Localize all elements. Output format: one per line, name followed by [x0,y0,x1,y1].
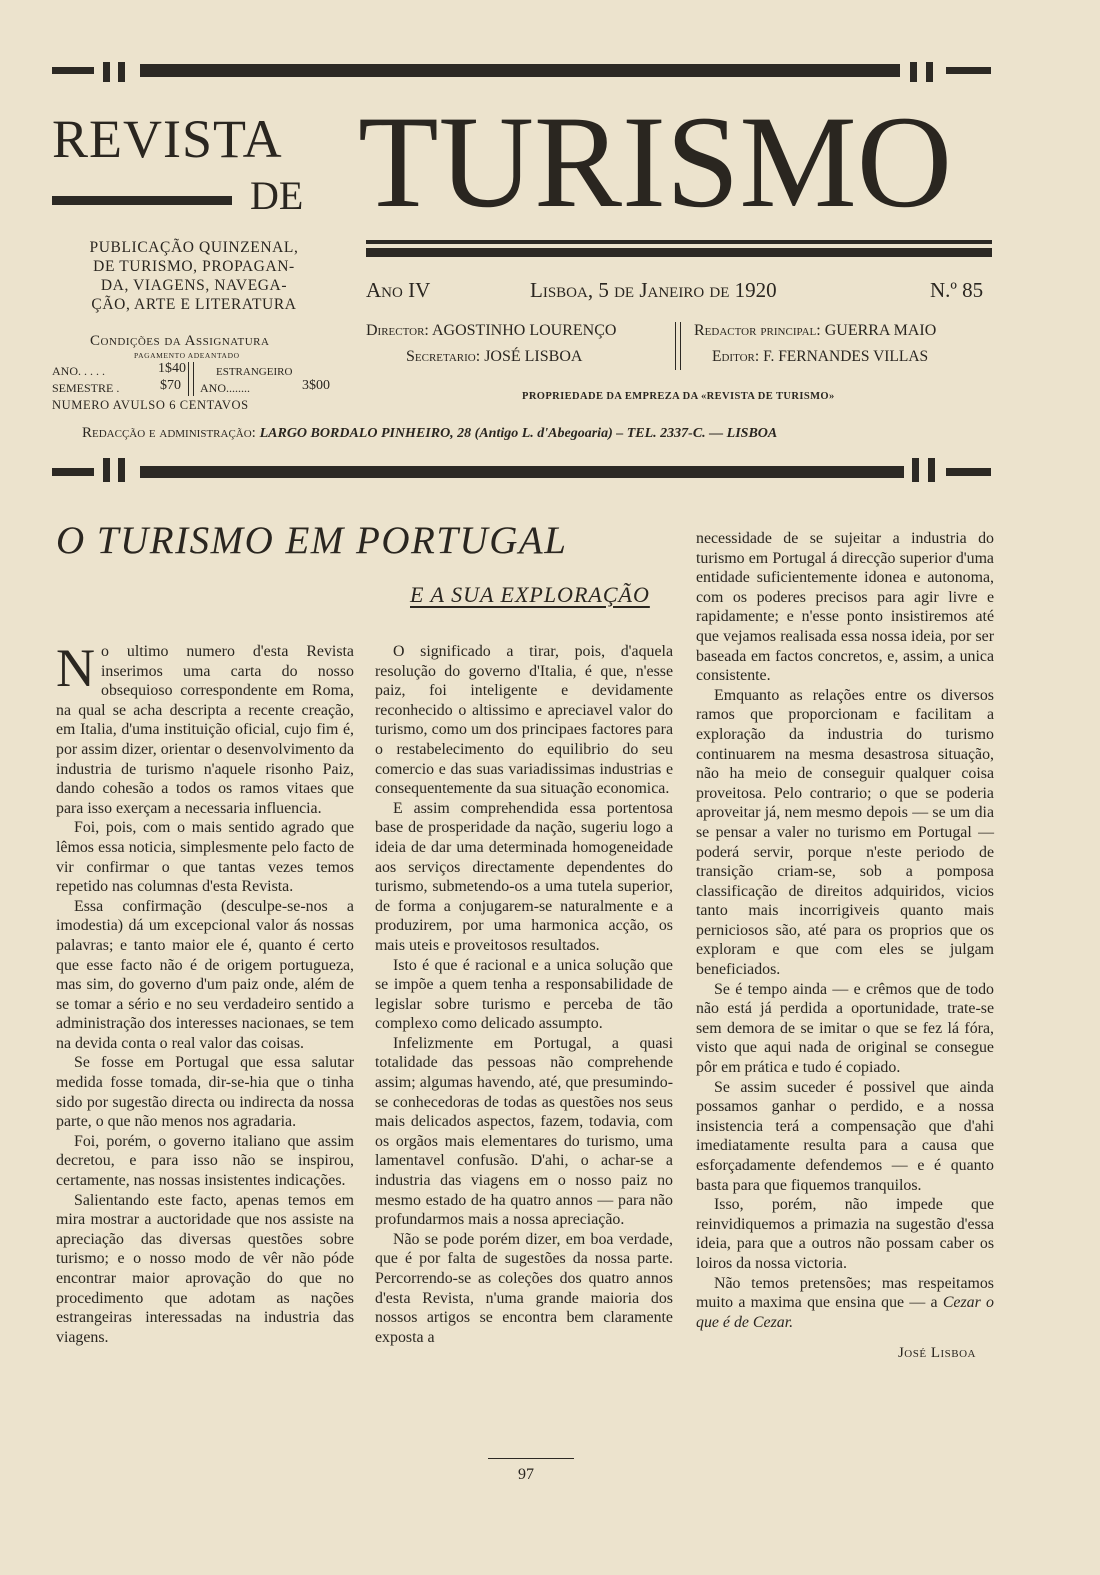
director-line [366,322,616,340]
masthead-revista: REVISTA [52,109,283,169]
top-rule-left-short [52,67,94,74]
article-column-1 [56,638,354,1347]
lower-rule-bar [928,458,935,482]
top-rule-bar [926,62,933,82]
header-rule-upper [366,240,992,244]
top-rule-bar [118,62,125,82]
issue-number: N.º 85 [930,278,984,302]
paragraph: Foi, porém, o governo italiano que assim decretou, e para isso não se inspirou, certamente, nas nossas insistentes indicações. [56,1132,354,1190]
publication-description [72,238,316,314]
paragraph: o ultimo numero d'esta Revista inserimos uma carta do nosso obsequioso correspondente em Roma, na qual se acha descripta a recente creação, em Italia, d'uma instituição oficial, cujo fim é, por assim dizer, orientar o desenvolvimento da industria de turismo n'aquele risonho Paiz, dando cohesão a todos os ramos vitaes que para isso exerçam a necessaria influencia. [56,643,354,817]
paragraph: Não se pode porém dizer, em boa verdade, que é por falta de sugestões da nossa parte. Percorrendo-se as coleções dos quatro annos d'esta Revista, n'uma grande maioria dos nossos artigos se encontra bem claramente exposta a [375,1230,673,1346]
director-name: AGOSTINHO LOURENÇO [431,322,617,339]
paragraph: Isso, porém, não impede que reinvidiquemos a primazia na sugestão d'essa ideia, para que a outros não possam caber os loiros da nossa victoria. [696,1196,994,1272]
lower-rule-bar [118,458,125,482]
staff-divider [675,322,681,370]
secretario-name: JOSÉ LISBOA [484,348,583,365]
editor-name: F. FERNANDES VILLAS [763,348,929,365]
paragraph: Foi, pois, com o mais sentido agrado que lêmos essa noticia, simplesmente pelo facto de vir confirmar o que tantas vezes temos repetido nas columnas d'esta Revista. [56,819,354,896]
issue-year: Ano IV [366,278,431,302]
top-rule-bar [103,62,110,82]
paragraph: Se assim suceder é possivel que ainda possamos ganhar o perdido, e a nossa insistencia terá a compensação que d'ahi imediatamente resulta para a causa que esforçadamente defendemos — e é quanto basta para que fiquemos tranquilos. [696,1078,994,1194]
paragraph [696,1274,994,1333]
lower-rule-left-short [52,468,94,476]
editor-line [712,348,928,366]
paragraph: necessidade de se sujeitar a industria do turismo em Portugal á direcção superior d'uma entidade suficientemente idonea e autonoma, com os poderes precisos para agir livre e rapidamente; e n'esse ponto insistiremos até que vejamos realisada essa nossa ideia, por ser baseada em factos concretos, e, assim, a unica consistente. [696,530,994,685]
paragraph: Emquanto as relações entre os diversos ramos que proporcionam e facilitam a exploração da industria do turismo continuarem na mesma desastrosa situação, não ha meio de conseguir qualquer coisa proveitosa. Pelo contrario; o que se poderia aproveitar já, nem mesmo depois — se um dia se pensar a valer no turismo em Portugal — poderá servir, porque n'este periodo de transição criam-se, sob a pomposa classificação de direitos adquiridos, vicios tanto mais incorrigiveis quanto mais perniciosos são, até para os proprios que os exploram e que com eles se julgam beneficiados. [696,686,994,979]
subscription-semestre-label: SEMESTRE . [52,381,120,395]
director-label: Director: [366,322,429,339]
paragraph: Se é tempo ainda — e crêmos que de todo não está já perdida a oportunidade, trate-se sem demora de se imitar o que se fez lá fóra, visto que aqui nada de original se consegue pôr em prática e tudo é copiado. [696,980,994,1077]
masthead-turismo: TURISMO [358,88,953,235]
secretario-line [406,348,582,366]
top-rule [140,64,900,77]
subscription-estrangeiro-label: ESTRANGEIRO [216,366,293,378]
article-subtitle: E A SUA EXPLORAÇÃO [410,582,650,607]
page-number: 97 [518,1466,534,1483]
closing-italic: Cezar o que é de Cezar. [696,1294,994,1331]
publication-line: DE TURISMO, PROPAGAN- [93,258,295,275]
paragraph: O significado a tirar, pois, d'aquela resolução do governo d'Italia, é que, n'esse paiz, foi inteligente e devidamente reconhecido o altissimo e apreciavel valor do turismo, como um dos principaes factores para o restabelecimento do equilibrio do seu comercio e das suas variadissimas industrias e consequentemente da sua situação economica. [375,643,673,798]
subscription-ano-value: 1$40 [158,361,186,376]
article-title: O TURISMO EM PORTUGAL [56,519,568,562]
lower-rule [140,466,904,478]
subscription-subheading: PAGAMENTO ADEANTADO [134,351,240,360]
editor-label: Editor: [712,348,760,365]
masthead-de: DE [250,173,304,218]
lower-rule-bar [912,458,919,482]
redactor-name: GUERRA MAIO [824,322,937,339]
subscription-semestre-value: $70 [160,378,181,393]
paragraph: Salientando este facto, apenas temos em mira mostrar a auctoridade que nos assiste na apreciação das diversas questões sobre turismo; e o nosso modo de vêr não póde encontrar maior aprovação do que no procedimento que adotam as nações estrangeiras interessadas na industria das viagens. [56,1191,354,1346]
subscription-divider [188,362,194,396]
article-column-2 [375,642,673,1347]
header-rule-lower [366,248,992,257]
redactor-label: Redactor principal: [694,322,821,339]
paragraph: E assim comprehendida essa portentosa base de prosperidade da nação, sugeriu logo a ideia de dar uma determinada homogeneidade aos serviços directamente dependentes do turismo, submetendo-os a uma tutela superior, de forma a conjugarem-se naturalmente e a produzirem, por uma harmonica acção, os mais uteis e proveitosos resultados. [375,799,673,954]
publication-line: PUBLICAÇÃO QUINZENAL, [89,239,299,256]
lower-rule-bar [103,458,110,482]
property-line: PROPRIEDADE DA EMPREZA DA «REVISTA DE TURISMO» [522,391,835,402]
paragraph: Se fosse em Portugal que essa salutar medida fosse tomada, dir-se-hia que o tinha sido por sugestão directa ou indirecta da nossa parte, o que não menos nos agradaria. [56,1054,354,1131]
publication-line: DA, VIAGENS, NAVEGA- [100,277,288,294]
subscription-estrangeiro-ano-label: ANO........ [200,381,250,395]
issue-date: Lisboa, 5 de Janeiro de 1920 [530,278,777,302]
footer-rule [488,1458,574,1459]
paragraph: Isto é que é racional e a unica solução que se impõe a quem tenha a responsabilidade de legislar sobre turismo e perceba de tão complexo como delicado assumpto. [375,956,673,1033]
address-label: Redacção e administração: [82,425,256,441]
redactor-line [694,322,936,340]
paragraph: Infelizmente em Portugal, a quasi totalidade das pessoas não comprehende assim; algumas havendo, até, que presumindo-se conhecedoras de todas as questões nos seus mais delicados aspectos, fazem, todavia, com os orgãos mais elementares do turismo, uma lamentavel confusão. D'ahi, o achar-se a industria das viagens em o nosso paiz no mesmo estado de ha quatro annos — para não profundarmos mais a nossa apreciação. [375,1034,673,1229]
subscription-avulso: NUMERO AVULSO 6 CENTAVOS [52,398,249,412]
address-text: LARGO BORDALO PINHEIRO, 28 (Antigo L. d'Abegoaria) – TEL. 2337-C. — LISBOA [259,426,778,441]
paragraph: Essa confirmação (desculpe-se-nos a imodestia) dá um excepcional valor ás nossas palavras; e tanto maior ele é, quanto é certo que esse facto não é de origem portugueza, mas sim, do governo d'um paiz onde, além de se tomar a sério e no seu verdadeiro sentido a administração dos interesses nacionaes, se tem na devida conta o real valor das coisas. [56,897,354,1052]
subscription-heading: Condições da Assignatura [90,333,270,349]
closing-text: Não temos pretensões; mas respeitamos muito a maxima que ensina que — a [696,1274,994,1312]
top-rule-right-short [946,67,991,74]
masthead-de-rule [52,196,232,205]
subscription-ano-label: ANO. . . . . [52,364,105,378]
article-dropcap: N [56,638,95,698]
top-rule-bar [910,62,917,82]
address-line [82,425,777,442]
subscription-estrangeiro-ano-value: 3$00 [302,378,330,393]
secretario-label: Secretario: [406,348,481,365]
publication-line: ÇÃO, ARTE E LITERATURA [91,296,297,313]
lower-rule-right-short [946,468,991,476]
article-column-3 [696,529,994,1364]
article-author: José Lisboa [897,1345,976,1362]
